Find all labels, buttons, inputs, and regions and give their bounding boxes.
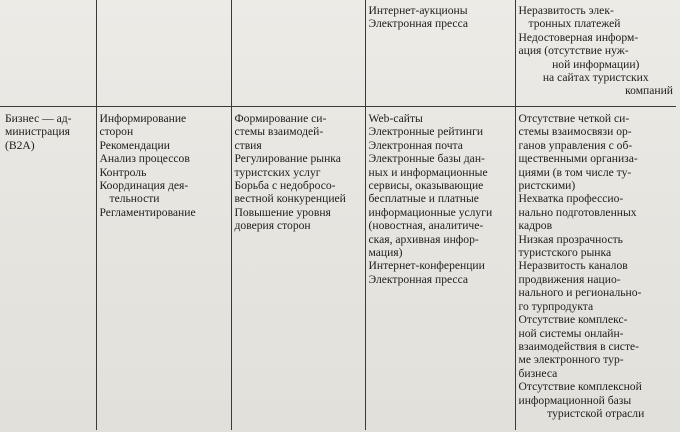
cell-line: туристских услуг — [234, 165, 321, 179]
cell-line: нально подготовленных — [518, 205, 637, 219]
cell-line: продвижения нацио- — [518, 272, 621, 286]
cell-line: стемы взаимодей- — [234, 125, 324, 139]
cell-line: туристской отрасли — [547, 406, 645, 420]
cell-r1-c1 — [0, 0, 96, 107]
cell-line: туристского рынка — [518, 246, 612, 260]
cell-line: Недостоверная информ- — [518, 30, 639, 44]
cell-line: Web-сайты — [368, 112, 423, 125]
cell-line: Регламентирование — [99, 205, 196, 219]
cell-line: доверия сторон — [234, 219, 311, 233]
cell-line: Низкая прозрачность — [518, 232, 623, 246]
cell-line: ская, архивная инфор- — [368, 232, 479, 246]
cell-line: Анализ процессов — [99, 152, 190, 166]
cell-line: компаний — [625, 84, 673, 98]
cell-line: Неразвитость элек- — [518, 4, 614, 17]
cell-r2-c1 — [0, 107, 96, 431]
cell-r2-c3 — [231, 107, 365, 431]
cell-line: информационной базы — [518, 393, 632, 407]
cell-line: ной информации) — [552, 57, 640, 71]
cell-line: го турпродукта — [518, 299, 594, 313]
cell-line: бесплатные и платные — [368, 192, 479, 206]
cell-line: нального и регионально- — [518, 286, 642, 300]
cell-r1-c4 — [365, 0, 515, 107]
cell-line: Неразвитость каналов — [518, 259, 628, 273]
cell-line: на сайтах туристских — [542, 71, 649, 85]
cell-line: Рекомендации — [99, 138, 170, 152]
cell-line: (новостная, аналитиче- — [368, 219, 484, 233]
cell-line: ствия — [234, 138, 262, 152]
cell-line: тельности — [109, 192, 160, 206]
cell-line: щественными организа- — [518, 152, 638, 166]
cell-r1-c3 — [231, 0, 365, 107]
cell-line: бизнеса — [518, 366, 558, 380]
cell-line: Координация дея- — [99, 179, 189, 193]
cell-line: Электронная пресса — [368, 272, 469, 286]
cell-line: вестной конкуренцией — [234, 192, 346, 206]
table-row-b2a — [0, 107, 676, 431]
cell-line: взаимодействия в систе- — [518, 339, 640, 353]
cell-r2-c2 — [96, 107, 231, 431]
cell-line: Нехватка профессио- — [518, 192, 624, 206]
cell-line: стемы взаимосвязи ор- — [518, 125, 632, 139]
cell-line: сторон — [99, 125, 134, 139]
cell-line: Отсутствие комплексной — [518, 380, 642, 394]
cell-line: Электронные базы дан- — [368, 152, 485, 166]
cell-line: Электронная почта — [368, 138, 463, 152]
cell-line: Информирование — [99, 112, 187, 125]
cell-line: ных и информационные — [368, 165, 488, 179]
cell-line: циями (в том числе ту- — [518, 165, 632, 179]
cell-line: ной системы онлайн- — [518, 326, 624, 340]
cell-line: Борьба с недобросо- — [234, 179, 336, 193]
cell-line: (B2A) — [5, 138, 35, 152]
cell-r2-c4 — [365, 107, 515, 431]
cell-line: Отсутствие четкой си- — [518, 112, 630, 125]
cell-line: ме электронного тур- — [518, 353, 624, 367]
cell-line: Электронные рейтинги — [368, 125, 484, 139]
cell-line: Отсутствие комплекс- — [518, 313, 628, 327]
cell-line: мация) — [368, 246, 403, 260]
cell-line: Формирование си- — [234, 112, 327, 125]
cell-r2-c5 — [515, 107, 676, 431]
cell-line: информационные услуги — [368, 205, 493, 219]
cell-line: министрация — [5, 125, 70, 139]
cell-line: Контроль — [99, 165, 147, 179]
cell-r1-c2 — [96, 0, 231, 107]
cell-line: Регулирование рынка — [234, 152, 341, 166]
cell-line: ация (отсутствие нуж- — [518, 44, 629, 58]
cell-line: тронных платежей — [528, 17, 621, 31]
cell-line: ганов управления с об- — [518, 138, 633, 152]
cell-line: Интернет-конференции — [368, 259, 485, 273]
cell-line: Бизнес — ад- — [5, 112, 72, 125]
cell-line: кадров — [518, 219, 553, 233]
cell-r1-c5 — [515, 0, 676, 107]
cell-line: ристскими) — [518, 179, 576, 193]
cell-line: Интернет-аукционы — [368, 4, 468, 17]
cell-line: Электронная пресса — [368, 17, 469, 31]
cell-line: сервисы, оказывающие — [368, 179, 484, 193]
cell-line: Повышение уровня — [234, 205, 331, 219]
table-row-top — [0, 0, 676, 107]
